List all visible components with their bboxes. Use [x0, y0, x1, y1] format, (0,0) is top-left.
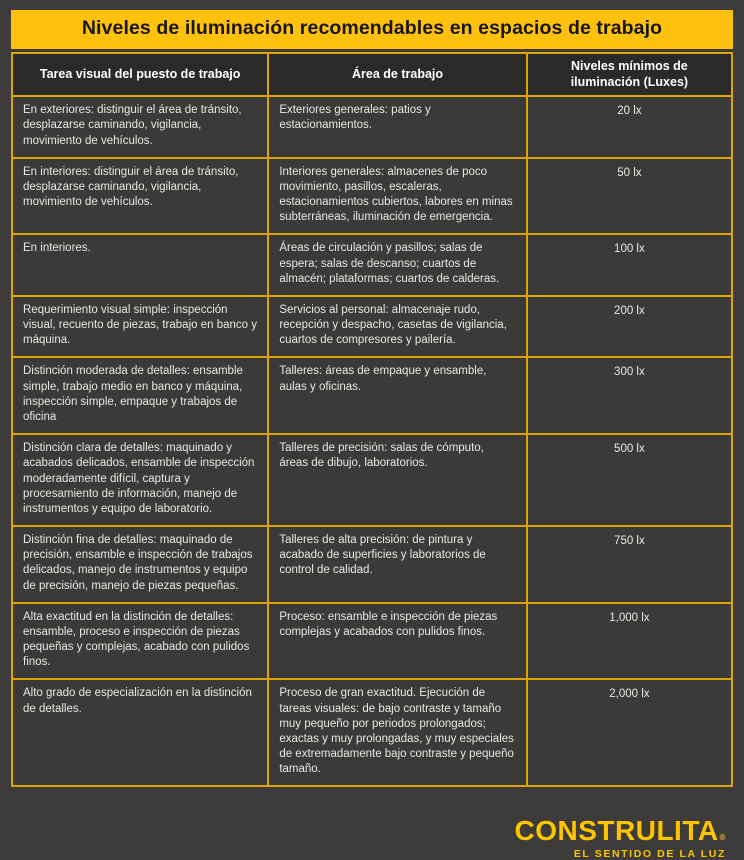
lux-value-cell: 200 lx: [527, 296, 732, 358]
lux-value-cell: 20 lx: [527, 96, 732, 158]
table-row: [12, 158, 732, 235]
area-cell: Exteriores generales: patios y estacionamientos.: [268, 96, 526, 158]
area-cell: Áreas de circulación y pasillos; salas de espera; salas de descanso; cuartos de almacén; plataformas; cuartos de calderas.: [268, 234, 526, 296]
table-row: [12, 357, 732, 434]
lux-value-cell: 1,000 lx: [527, 603, 732, 680]
area-cell: Talleres de alta precisión: de pintura y acabado de superficies y laboratorios de control de calidad.: [268, 526, 526, 603]
area-cell: Interiores generales: almacenes de poco movimiento, pasillos, escaleras, estacionamientos cubiertos, labores en minas subterráneas, iluminación de emergencia.: [268, 158, 526, 235]
table-row: [12, 296, 732, 358]
lux-value-cell: 50 lx: [527, 158, 732, 235]
lux-value-cell: 750 lx: [527, 526, 732, 603]
table-row: [12, 234, 732, 296]
lux-value-cell: 100 lx: [527, 234, 732, 296]
area-cell: Talleres de precisión: salas de cómputo, áreas de dibujo, laboratorios.: [268, 434, 526, 526]
logo-text: CONSTRULITA: [514, 815, 719, 847]
area-cell: Servicios al personal: almacenaje rudo, recepción y despacho, casetas de vigilancia, cuartos de compresores y pailería.: [268, 296, 526, 358]
lux-value-cell: 300 lx: [527, 357, 732, 434]
brand-block: [11, 817, 733, 860]
task-cell: Alto grado de especialización en la distinción de detalles.: [12, 679, 268, 786]
task-cell: Distinción fina de detalles: maquinado de precisión, ensamble e inspección de trabajos delicados, manejo de instrumentos y equipo de precisión, manejo de piezas pequeñas.: [12, 526, 268, 603]
table-row: [12, 96, 732, 158]
lux-value-cell: 2,000 lx: [527, 679, 732, 786]
column-header-task: Tarea visual del puesto de trabajo: [12, 53, 268, 96]
task-cell: Distinción moderada de detalles: ensamble simple, trabajo medio en banco y máquina, inspección simple, empaque y trabajos de oficina: [12, 357, 268, 434]
table-row: [12, 526, 732, 603]
construlita-logo: [515, 817, 726, 845]
task-cell: Distinción clara de detalles: maquinado y acabados delicados, ensamble de inspección moderadamente difícil, captura y procesamiento de información, manejo de instrumentos y equipo de laboratorio.: [12, 434, 268, 526]
task-cell: En exteriores: distinguir el área de tránsito, desplazarse caminando, vigilancia, movimiento de vehículos.: [12, 96, 268, 158]
task-cell: Alta exactitud en la distinción de detalles: ensamble, proceso e inspección de piezas pequeñas y complejas, acabado con pulidos finos.: [12, 603, 268, 680]
column-header-lux: Niveles mínimos de iluminación (Luxes): [527, 53, 732, 96]
column-header-area: Área de trabajo: [268, 53, 526, 96]
area-cell: Proceso: ensamble e inspección de piezas complejas y acabados con pulidos finos.: [268, 603, 526, 680]
table-header: [12, 53, 732, 96]
lux-value-cell: 500 lx: [527, 434, 732, 526]
page-title: Niveles de iluminación recomendables en espacios de trabajo: [81, 17, 663, 39]
task-cell: Requerimiento visual simple: inspección visual, recuento de piezas, trabajo en banco y máquina.: [12, 296, 268, 358]
table-row: [12, 679, 732, 786]
area-cell: Proceso de gran exactitud. Ejecución de tareas visuales: de bajo contraste y tamaño muy pequeño por periodos prolongados; exactas y muy prolongadas, y muy especiales de extremadamente bajo contraste y pequeño tamaño.: [268, 679, 526, 786]
brand-tagline: EL SENTIDO DE LA LUZ: [573, 848, 726, 860]
task-cell: En interiores.: [12, 234, 268, 296]
table-row: [12, 603, 732, 680]
header-row: [12, 53, 732, 96]
table-body: [12, 96, 732, 786]
table-row: [12, 434, 732, 526]
illumination-table: [11, 52, 733, 787]
registered-trademark-icon: ®: [719, 833, 726, 843]
title-bar: [11, 10, 733, 49]
task-cell: En interiores: distinguir el área de tránsito, desplazarse caminando, vigilancia, movimiento de vehículos.: [12, 158, 268, 235]
area-cell: Talleres: áreas de empaque y ensamble, aulas y oficinas.: [268, 357, 526, 434]
